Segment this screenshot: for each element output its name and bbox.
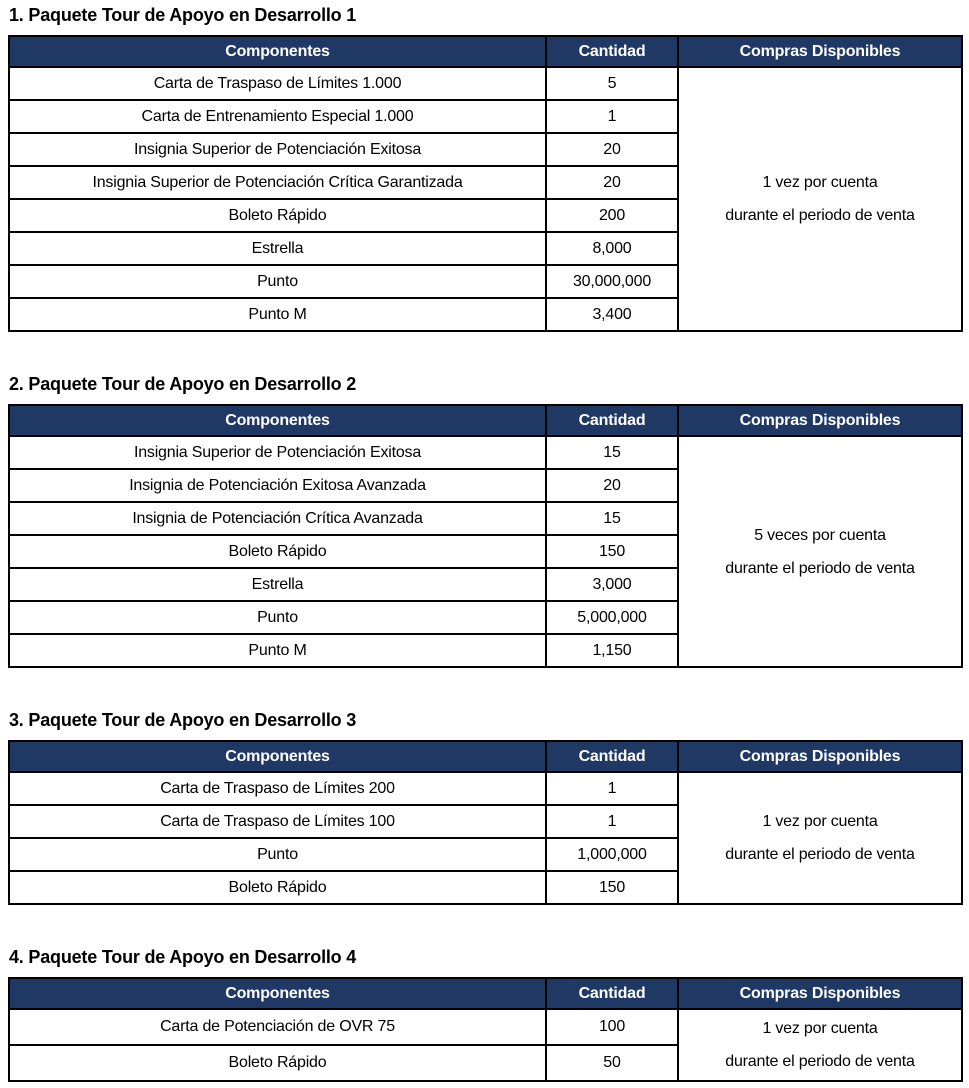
purchase-limit-line: 1 vez por cuenta (762, 1020, 878, 1037)
component-cell: Punto (9, 838, 546, 871)
package-section (8, 373, 961, 668)
quantity-cell: 8,000 (546, 232, 678, 265)
quantity-cell: 3,000 (546, 568, 678, 601)
quantity-cell: 30,000,000 (546, 265, 678, 298)
quantity-cell: 5 (546, 67, 678, 100)
component-cell: Insignia de Potenciación Crítica Avanzada (9, 502, 546, 535)
purchase-limit-line: 1 vez por cuenta (762, 813, 878, 830)
quantity-cell: 5,000,000 (546, 601, 678, 634)
purchase-limit-cell (678, 67, 962, 331)
purchase-limit-line: 5 veces por cuenta (754, 526, 886, 544)
component-cell: Boleto Rápido (9, 535, 546, 568)
quantity-cell: 200 (546, 199, 678, 232)
col-header-compras-disponibles: Compras Disponibles (678, 36, 962, 67)
package-section (8, 709, 961, 905)
quantity-cell: 20 (546, 133, 678, 166)
table-body (9, 436, 962, 667)
component-cell: Carta de Entrenamiento Especial 1.000 (9, 100, 546, 133)
component-cell: Insignia de Potenciación Exitosa Avanzada (9, 469, 546, 502)
quantity-cell: 20 (546, 469, 678, 502)
quantity-cell: 50 (546, 1045, 678, 1081)
table-body (9, 1009, 962, 1081)
package-section (8, 4, 961, 332)
quantity-cell: 1,150 (546, 634, 678, 667)
section-title: 3. Paquete Tour de Apoyo en Desarrollo 3 (9, 710, 357, 730)
component-cell: Boleto Rápido (9, 1045, 546, 1081)
components-table (8, 35, 963, 332)
table-row (9, 436, 962, 469)
col-header-componentes: Componentes (9, 36, 546, 67)
purchase-limit-line: durante el periodo de venta (725, 207, 915, 224)
col-header-compras-disponibles: Compras Disponibles (678, 741, 962, 772)
component-cell: Punto M (9, 634, 546, 667)
header-row (9, 36, 962, 67)
purchase-limit-line: durante el periodo de venta (725, 559, 915, 577)
table-body (9, 67, 962, 331)
col-header-componentes: Componentes (9, 978, 546, 1009)
component-cell: Boleto Rápido (9, 199, 546, 232)
quantity-cell: 3,400 (546, 298, 678, 331)
header-row (9, 405, 962, 436)
col-header-cantidad: Cantidad (546, 36, 678, 67)
quantity-cell: 1 (546, 100, 678, 133)
component-cell: Carta de Traspaso de Límites 1.000 (9, 67, 546, 100)
section-title: 4. Paquete Tour de Apoyo en Desarrollo 4 (9, 947, 357, 967)
col-header-cantidad: Cantidad (546, 978, 678, 1009)
quantity-cell: 1,000,000 (546, 838, 678, 871)
purchase-limit-cell (678, 1009, 962, 1081)
components-table (8, 404, 963, 668)
package-section (8, 946, 961, 1082)
component-cell: Insignia Superior de Potenciación Exitosa (9, 133, 546, 166)
components-table (8, 977, 963, 1082)
col-header-cantidad: Cantidad (546, 405, 678, 436)
component-cell: Insignia Superior de Potenciación Crítica Garantizada (9, 166, 546, 199)
quantity-cell: 1 (546, 772, 678, 805)
quantity-cell: 100 (546, 1009, 678, 1045)
table-row (9, 772, 962, 805)
quantity-cell: 20 (546, 166, 678, 199)
component-cell: Boleto Rápido (9, 871, 546, 904)
components-table (8, 740, 963, 905)
col-header-compras-disponibles: Compras Disponibles (678, 405, 962, 436)
component-cell: Punto (9, 601, 546, 634)
component-cell: Punto (9, 265, 546, 298)
quantity-cell: 1 (546, 805, 678, 838)
component-cell: Punto M (9, 298, 546, 331)
col-header-cantidad: Cantidad (546, 741, 678, 772)
component-cell: Carta de Traspaso de Límites 100 (9, 805, 546, 838)
section-title: 1. Paquete Tour de Apoyo en Desarrollo 1 (9, 5, 357, 25)
col-header-componentes: Componentes (9, 741, 546, 772)
purchase-limit-line: 1 vez por cuenta (762, 174, 878, 191)
purchase-limit-cell (678, 772, 962, 904)
table-row (9, 1009, 962, 1045)
component-cell: Estrella (9, 232, 546, 265)
header-row (9, 978, 962, 1009)
component-cell: Carta de Traspaso de Límites 200 (9, 772, 546, 805)
col-header-componentes: Componentes (9, 405, 546, 436)
section-title: 2. Paquete Tour de Apoyo en Desarrollo 2 (9, 374, 357, 394)
component-cell: Carta de Potenciación de OVR 75 (9, 1009, 546, 1045)
purchase-limit-line: durante el periodo de venta (725, 1053, 915, 1070)
header-row (9, 741, 962, 772)
purchase-limit-line: durante el periodo de venta (725, 846, 915, 863)
quantity-cell: 150 (546, 871, 678, 904)
component-cell: Insignia Superior de Potenciación Exitosa (9, 436, 546, 469)
quantity-cell: 15 (546, 436, 678, 469)
col-header-compras-disponibles: Compras Disponibles (678, 978, 962, 1009)
quantity-cell: 15 (546, 502, 678, 535)
table-body (9, 772, 962, 904)
quantity-cell: 150 (546, 535, 678, 568)
table-row (9, 67, 962, 100)
component-cell: Estrella (9, 568, 546, 601)
purchase-limit-cell (678, 436, 962, 667)
